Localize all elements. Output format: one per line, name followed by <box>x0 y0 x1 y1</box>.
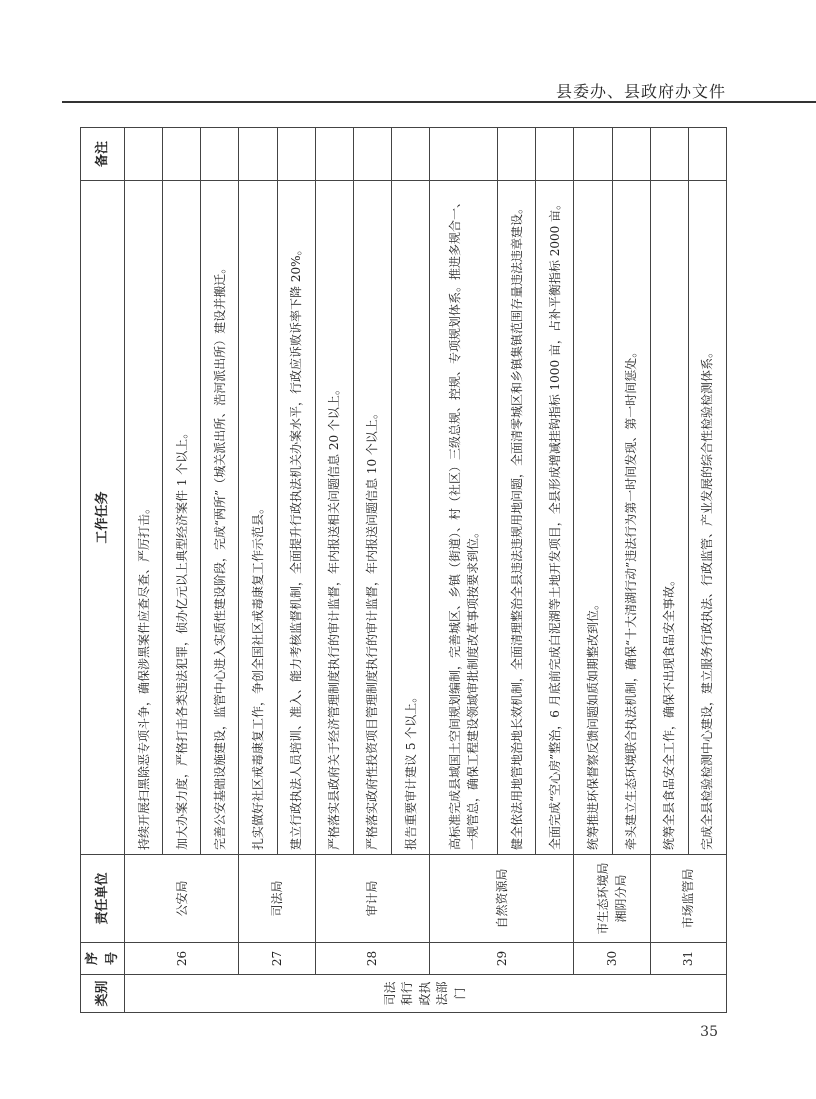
unit-cell: 审计局 <box>315 855 429 943</box>
table-row <box>125 128 163 1013</box>
table-row <box>650 128 688 1013</box>
unit-cell: 自然资源局 <box>430 855 574 943</box>
table-row <box>574 128 612 1013</box>
category-label: 司法和行政执法部门 <box>383 981 467 1006</box>
remark-cell <box>650 128 688 181</box>
remark-cell <box>201 128 239 181</box>
seq-cell: 27 <box>239 943 315 975</box>
task-cell: 健全依法用地管地治地长效机制，全面清理整治全县违法违规用地问题，全面清零城区和乡镇集镇范围存量违法违章建设。 <box>498 181 536 855</box>
task-cell: 严格落实县政府关于经济管理制度执行的审计监督，年内报送相关问题信息 20 个以上。 <box>315 181 353 855</box>
remark-cell <box>536 128 574 181</box>
remark-cell <box>163 128 201 181</box>
remark-cell <box>277 128 315 181</box>
col-header-remark: 备注 <box>81 128 125 181</box>
remark-cell <box>125 128 163 181</box>
col-header-category: 类别 <box>81 975 125 1013</box>
work-task-table <box>80 127 727 1013</box>
table-row <box>315 128 353 1013</box>
task-cell: 报告重要审计建议 5 个以上。 <box>391 181 429 855</box>
task-cell: 建立行政执法人员培训、准入、能力考核监督机制，全面提升行政执法机关办案水平，行政应诉败诉率下降 20%。 <box>277 181 315 855</box>
col-header-unit: 责任单位 <box>81 855 125 943</box>
table-row <box>430 128 498 1013</box>
remark-cell <box>315 128 353 181</box>
task-cell: 加大办案力度，严格打击各类违法犯罪，侦办亿元以上典型经济案件 1 个以上。 <box>163 181 201 855</box>
remark-cell <box>498 128 536 181</box>
page-number: 35 <box>700 1024 718 1040</box>
unit-cell: 司法局 <box>239 855 315 943</box>
seq-cell: 30 <box>574 943 650 975</box>
task-cell: 严格落实政府性投资项目管理制度执行的审计监督，年内报送问题信息 10 个以上。 <box>353 181 391 855</box>
remark-cell <box>688 128 726 181</box>
unit-cell: 市场监管局 <box>650 855 726 943</box>
table-body <box>125 128 727 1013</box>
task-cell: 持续开展扫黑除恶专项斗争，确保涉黑案件应查尽查、严厉打击。 <box>125 181 163 855</box>
task-cell: 牵头建立生态环境联合执法机制，确保“十大清湖行动”违法行为第一时间发现、第一时间惩处。 <box>612 181 650 855</box>
header-title: 县委办、县政府办文件 <box>555 82 726 101</box>
task-cell: 高标准完成县域国土空间规划编制，完善城区、乡镇（街道）、村（社区）三级总规、控规、专项规划体系。推进多规合一、一规管总，确保工程建设领域审批制度改革事项按要求到位。 <box>430 181 498 855</box>
header-rule <box>62 101 816 103</box>
category-cell <box>125 975 727 1013</box>
remark-cell <box>574 128 612 181</box>
seq-cell: 29 <box>430 943 574 975</box>
unit-cell: 市生态环境局湘阴分局 <box>574 855 650 943</box>
table-row <box>239 128 277 1013</box>
seq-cell: 26 <box>125 943 239 975</box>
remark-cell <box>612 128 650 181</box>
seq-cell: 28 <box>315 943 429 975</box>
task-cell: 统筹全县食品安全工作，确保不出现食品安全事故。 <box>650 181 688 855</box>
remark-cell <box>353 128 391 181</box>
task-cell: 完善公安基础设施建设，监管中心进入实质性建设阶段，完成“两所”（城关派出所、浩河派出所）建设并搬迁。 <box>201 181 239 855</box>
remark-cell <box>430 128 498 181</box>
rotated-table-container <box>80 128 727 1013</box>
task-cell: 扎实做好社区戒毒康复工作，争创全国社区戒毒康复工作示范县。 <box>239 181 277 855</box>
seq-cell: 31 <box>650 943 726 975</box>
table-header-row <box>81 128 125 1013</box>
task-cell: 完成全县检验检测中心建设，建立服务行政执法、行政监管、产业发展的综合性检验检测体系。 <box>688 181 726 855</box>
col-header-seq: 序号 <box>81 943 125 975</box>
remark-cell <box>391 128 429 181</box>
rotated-table-frame <box>80 128 727 1013</box>
remark-cell <box>239 128 277 181</box>
col-header-task: 工作任务 <box>81 181 125 855</box>
unit-cell: 公安局 <box>125 855 239 943</box>
task-cell: 统筹推进环保督察反馈问题如质如期整改到位。 <box>574 181 612 855</box>
task-cell: 全面完成“空心房”整治，6 月底前完成白泥湖等土地开发项目，全县形成增减挂钩指标 1000 亩，占补平衡指标 2000 亩。 <box>536 181 574 855</box>
